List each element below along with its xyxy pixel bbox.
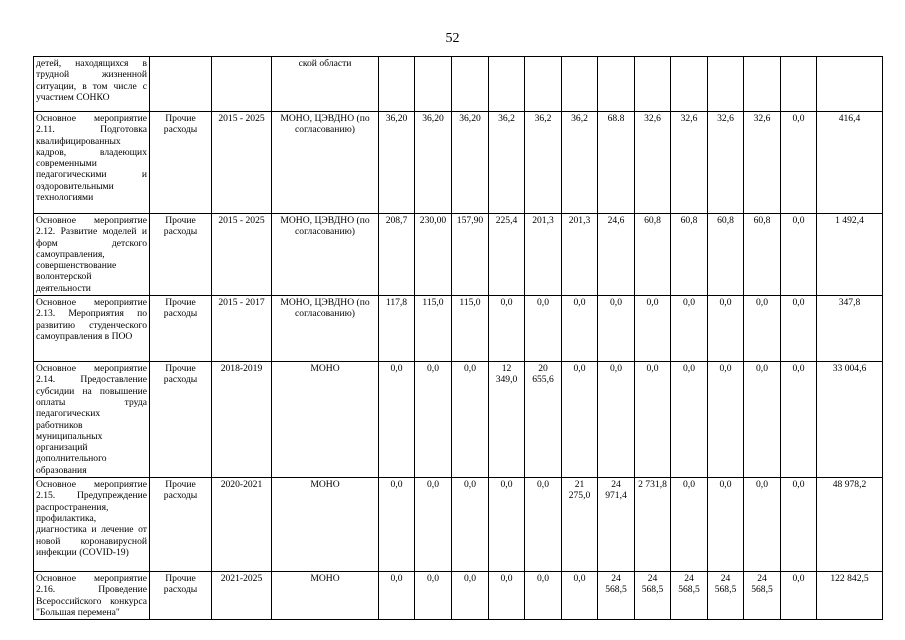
year-value-cell: 0,0 (781, 296, 817, 362)
table-row (34, 572, 883, 620)
year-value-cell: 24 971,4 (598, 478, 635, 572)
year-value-cell: 60,8 (744, 214, 781, 296)
year-value-cell: 201,3 (525, 214, 562, 296)
year-value-cell (379, 57, 415, 112)
year-value-cell: 0,0 (671, 362, 708, 478)
page-number: 52 (445, 31, 460, 46)
funding-source-cell: Прочие расходы (150, 112, 212, 214)
year-value-cell: 21 275,0 (562, 478, 598, 572)
year-value-cell: 115,0 (415, 296, 452, 362)
year-value-cell: 60,8 (635, 214, 671, 296)
year-value-cell: 0,0 (489, 296, 525, 362)
year-value-cell: 0,0 (525, 572, 562, 620)
year-value-cell: 0,0 (781, 362, 817, 478)
year-value-cell: 0,0 (415, 478, 452, 572)
year-value-cell: 32,6 (635, 112, 671, 214)
period-cell: 2021-2025 (212, 572, 272, 620)
table-row (34, 214, 883, 296)
year-value-cell: 0,0 (525, 296, 562, 362)
year-value-cell (671, 57, 708, 112)
year-value-cell: 20 655,6 (525, 362, 562, 478)
year-value-cell: 24 568,5 (708, 572, 744, 620)
year-value-cell: 12 349,0 (489, 362, 525, 478)
funding-source-cell: Прочие расходы (150, 572, 212, 620)
year-value-cell: 230,00 (415, 214, 452, 296)
year-value-cell: 36,20 (379, 112, 415, 214)
year-value-cell: 0,0 (708, 478, 744, 572)
year-value-cell: 32,6 (671, 112, 708, 214)
executor-cell: МОНО (272, 572, 379, 620)
year-value-cell: 0,0 (708, 362, 744, 478)
total-value-cell: 347,8 (817, 296, 883, 362)
funding-source-cell: Прочие расходы (150, 214, 212, 296)
year-value-cell: 36,2 (489, 112, 525, 214)
year-value-cell: 36,20 (452, 112, 489, 214)
activity-description-cell: Основное мероприятие 2.15. Предупреждение распространения, профилактика, диагностика и лечение от новой коронавирусной инфекции (COVID-19) (34, 478, 150, 572)
table-row (34, 362, 883, 478)
executor-cell: МОНО, ЦЭВДНО (по согласованию) (272, 214, 379, 296)
year-value-cell: 0,0 (489, 572, 525, 620)
total-value-cell: 48 978,2 (817, 478, 883, 572)
year-value-cell: 0,0 (379, 362, 415, 478)
table-row (34, 112, 883, 214)
year-value-cell: 0,0 (525, 478, 562, 572)
total-value-cell: 33 004,6 (817, 362, 883, 478)
year-value-cell: 0,0 (452, 362, 489, 478)
year-value-cell: 36,2 (562, 112, 598, 214)
year-value-cell: 0,0 (781, 112, 817, 214)
year-value-cell: 60,8 (708, 214, 744, 296)
executor-cell: МОНО (272, 478, 379, 572)
year-value-cell (781, 57, 817, 112)
year-value-cell: 60,8 (671, 214, 708, 296)
year-value-cell: 24 568,5 (744, 572, 781, 620)
year-value-cell: 0,0 (635, 362, 671, 478)
total-value-cell: 122 842,5 (817, 572, 883, 620)
year-value-cell: 0,0 (781, 572, 817, 620)
executor-cell: МОНО, ЦЭВДНО (по согласованию) (272, 296, 379, 362)
year-value-cell (562, 57, 598, 112)
year-value-cell: 24 568,5 (598, 572, 635, 620)
year-value-cell: 0,0 (489, 478, 525, 572)
year-value-cell: 0,0 (379, 572, 415, 620)
period-cell: 2015 - 2017 (212, 296, 272, 362)
year-value-cell: 0,0 (598, 362, 635, 478)
year-value-cell (452, 57, 489, 112)
year-value-cell: 0,0 (744, 296, 781, 362)
year-value-cell: 208,7 (379, 214, 415, 296)
year-value-cell (708, 57, 744, 112)
period-cell: 2015 - 2025 (212, 112, 272, 214)
total-value-cell (817, 57, 883, 112)
year-value-cell: 0,0 (452, 572, 489, 620)
total-value-cell: 1 492,4 (817, 214, 883, 296)
year-value-cell: 32,6 (708, 112, 744, 214)
year-value-cell: 24,6 (598, 214, 635, 296)
year-value-cell: 115,0 (452, 296, 489, 362)
executor-cell: МОНО, ЦЭВДНО (по согласованию) (272, 112, 379, 214)
year-value-cell: 201,3 (562, 214, 598, 296)
year-value-cell: 0,0 (379, 478, 415, 572)
activity-description-cell: Основное мероприятие 2.11. Подготовка квалифицированных кадров, владеющих современными педагогическими и оздоровительными технологиями (34, 112, 150, 214)
activity-description-cell: Основное мероприятие 2.12. Развитие моделей и форм детского самоуправления, совершенствование волонтерской деятельности (34, 214, 150, 296)
budget-table (33, 56, 883, 620)
year-value-cell: 0,0 (744, 362, 781, 478)
executor-cell: ской области (272, 57, 379, 112)
year-value-cell: 0,0 (671, 478, 708, 572)
year-value-cell: 0,0 (562, 296, 598, 362)
funding-source-cell (150, 57, 212, 112)
period-cell: 2018-2019 (212, 362, 272, 478)
year-value-cell: 117,8 (379, 296, 415, 362)
funding-source-cell: Прочие расходы (150, 296, 212, 362)
year-value-cell (489, 57, 525, 112)
total-value-cell: 416,4 (817, 112, 883, 214)
executor-cell: МОНО (272, 362, 379, 478)
year-value-cell: 157,90 (452, 214, 489, 296)
table-row (34, 57, 883, 112)
funding-source-cell: Прочие расходы (150, 362, 212, 478)
year-value-cell: 24 568,5 (671, 572, 708, 620)
table-row (34, 296, 883, 362)
activity-description-cell: детей, находящихся в трудной жизненной ситуации, в том числе с участием СОНКО (34, 57, 150, 112)
period-cell (212, 57, 272, 112)
year-value-cell (415, 57, 452, 112)
year-value-cell: 225,4 (489, 214, 525, 296)
year-value-cell: 0,0 (598, 296, 635, 362)
period-cell: 2020-2021 (212, 478, 272, 572)
year-value-cell: 0,0 (781, 214, 817, 296)
funding-source-cell: Прочие расходы (150, 478, 212, 572)
year-value-cell (525, 57, 562, 112)
activity-description-cell: Основное мероприятие 2.13. Мероприятия по развитию студенческого самоуправления в ПОО (34, 296, 150, 362)
year-value-cell: 36,2 (525, 112, 562, 214)
year-value-cell: 0,0 (635, 296, 671, 362)
year-value-cell: 0,0 (781, 478, 817, 572)
year-value-cell: 0,0 (744, 478, 781, 572)
year-value-cell (598, 57, 635, 112)
year-value-cell: 0,0 (452, 478, 489, 572)
period-cell: 2015 - 2025 (212, 214, 272, 296)
year-value-cell: 36,20 (415, 112, 452, 214)
activity-description-cell: Основное мероприятие 2.16. Проведение Всероссийского конкурса "Большая перемена" (34, 572, 150, 620)
year-value-cell: 0,0 (708, 296, 744, 362)
year-value-cell: 2 731,8 (635, 478, 671, 572)
year-value-cell: 0,0 (562, 362, 598, 478)
year-value-cell: 24 568,5 (635, 572, 671, 620)
year-value-cell: 0,0 (415, 572, 452, 620)
year-value-cell: 0,0 (562, 572, 598, 620)
activity-description-cell: Основное мероприятие 2.14. Предоставление субсидии на повышение оплаты труда педагогических работников муниципальных организаций дополнительного образования (34, 362, 150, 478)
year-value-cell: 68.8 (598, 112, 635, 214)
table-row (34, 478, 883, 572)
year-value-cell: 32,6 (744, 112, 781, 214)
year-value-cell (635, 57, 671, 112)
year-value-cell: 0,0 (671, 296, 708, 362)
year-value-cell (744, 57, 781, 112)
year-value-cell: 0,0 (415, 362, 452, 478)
